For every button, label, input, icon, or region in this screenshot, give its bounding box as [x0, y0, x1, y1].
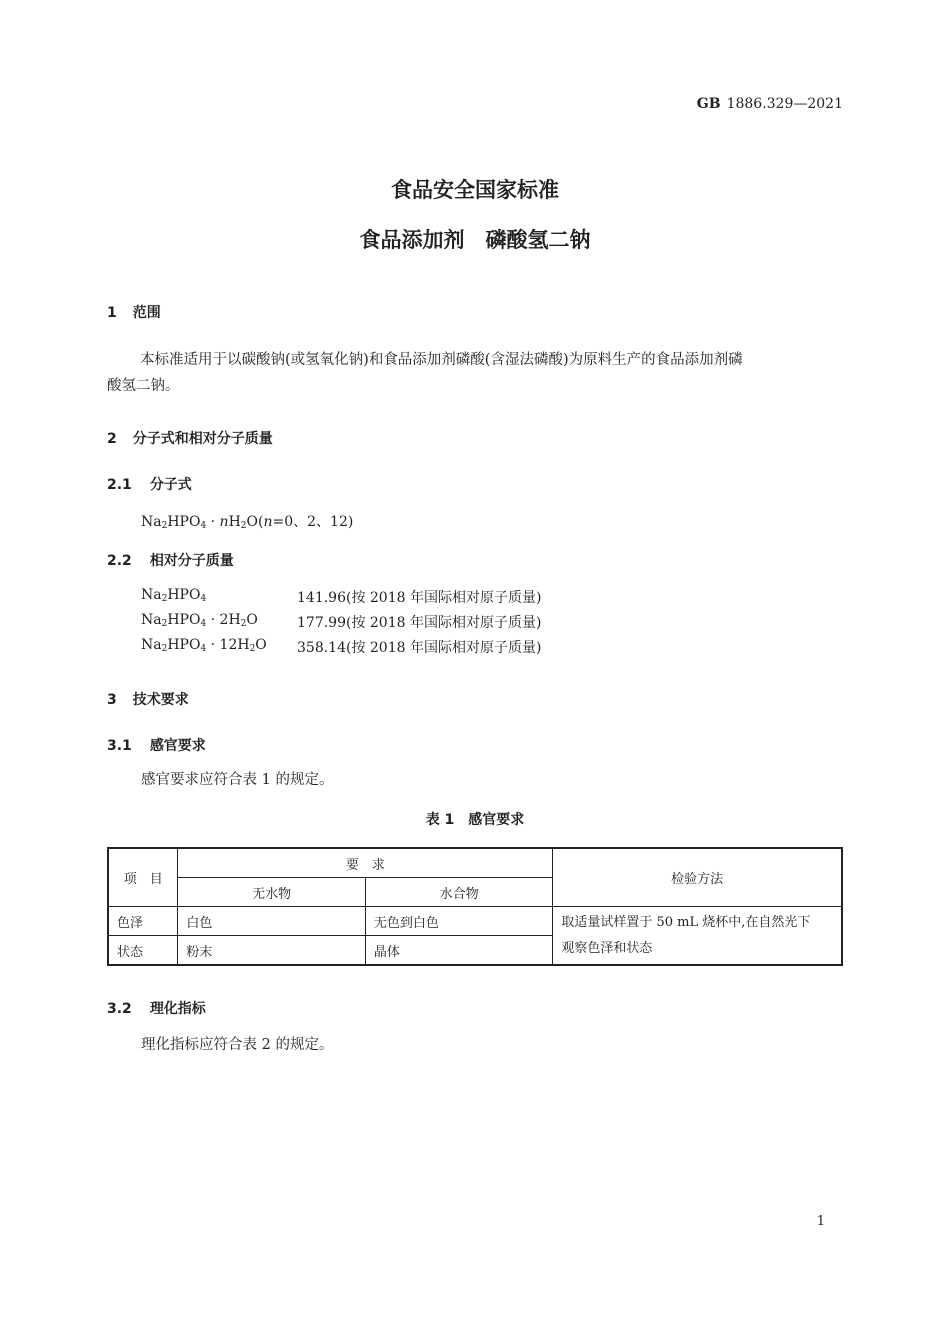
row-method: 取适量试样置于 50 mL 烧杯中,在自然光下 观察色泽和状态: [553, 907, 842, 966]
header-hydrate: 水合物: [365, 878, 552, 907]
scope-paragraph-line1: 本标准适用于以碳酸钠(或氢氧化钠)和食品添加剂磷酸(含湿法磷酸)为原料生产的食品添加剂磷: [140, 352, 743, 368]
section-number: 1: [107, 305, 117, 321]
section-2-2-heading: [107, 550, 234, 570]
section-3-1-heading: [107, 735, 206, 755]
header-anhydrous: 无水物: [178, 878, 365, 907]
standard-code: 1886.329—2021: [726, 96, 843, 112]
section-title: 理化指标: [149, 1001, 206, 1017]
molecular-formula: $Na_2HPO_4 \cdot nH_2O(n=0$、2、12): [141, 514, 354, 531]
section-number: 3.1: [107, 738, 132, 754]
row-hydrate: 晶体: [365, 936, 552, 966]
section-title: 分子式: [149, 477, 192, 493]
section-number: 3: [107, 692, 117, 708]
table-row: [108, 907, 842, 936]
section-3-heading: [107, 689, 189, 709]
standard-prefix: GB: [696, 96, 721, 112]
scope-paragraph-line2: 酸氢二钠。: [107, 378, 180, 394]
sensory-paragraph: 感官要求应符合表 1 的规定。: [141, 772, 334, 788]
document-title: 食品安全国家标准: [391, 178, 559, 202]
row-anhydrous: 粉末: [178, 936, 365, 966]
row-hydrate: 无色到白色: [365, 907, 552, 936]
section-2-heading: [107, 428, 273, 448]
physchem-paragraph: 理化指标应符合表 2 的规定。: [141, 1037, 334, 1053]
section-number: 2.1: [107, 477, 132, 493]
section-title: 相对分子质量: [149, 553, 234, 569]
section-title: 感官要求: [149, 738, 206, 754]
section-number: 2.2: [107, 553, 132, 569]
section-number: 3.2: [107, 1001, 132, 1017]
section-3-2-heading: [107, 998, 206, 1018]
section-number: 2: [107, 431, 117, 447]
sensory-requirements-table: [107, 847, 843, 966]
section-title: 分子式和相对分子质量: [132, 431, 273, 447]
molecular-weight-row: $Na_2HPO_4$ 141.96(按 2018 年国际相对原子质量): [141, 587, 542, 606]
standard-number: [697, 96, 843, 112]
page-number: 1: [816, 1214, 825, 1229]
section-1-heading: [107, 302, 161, 322]
section-2-1-heading: [107, 474, 192, 494]
row-item: 色泽: [108, 907, 178, 936]
section-title: 技术要求: [132, 692, 189, 708]
header-requirement: 要 求: [178, 848, 553, 878]
section-title: 范围: [132, 305, 161, 321]
molecular-weight-row: $Na_2HPO_4 \cdot 12H_2O$ 358.14(按 2018 年国际相对原子质量): [141, 637, 542, 656]
table-1-caption: 表 1 感官要求: [425, 812, 525, 828]
row-item: 状态: [108, 936, 178, 966]
header-method: 检验方法: [553, 848, 842, 907]
molecular-weight-row: $Na_2HPO_4 \cdot 2H_2O$ 177.99(按 2018 年国际相对原子质量): [141, 612, 542, 631]
row-anhydrous: 白色: [178, 907, 365, 936]
header-item: 项 目: [108, 848, 178, 907]
document-subtitle: 食品添加剂 磷酸氢二钠: [359, 228, 591, 252]
